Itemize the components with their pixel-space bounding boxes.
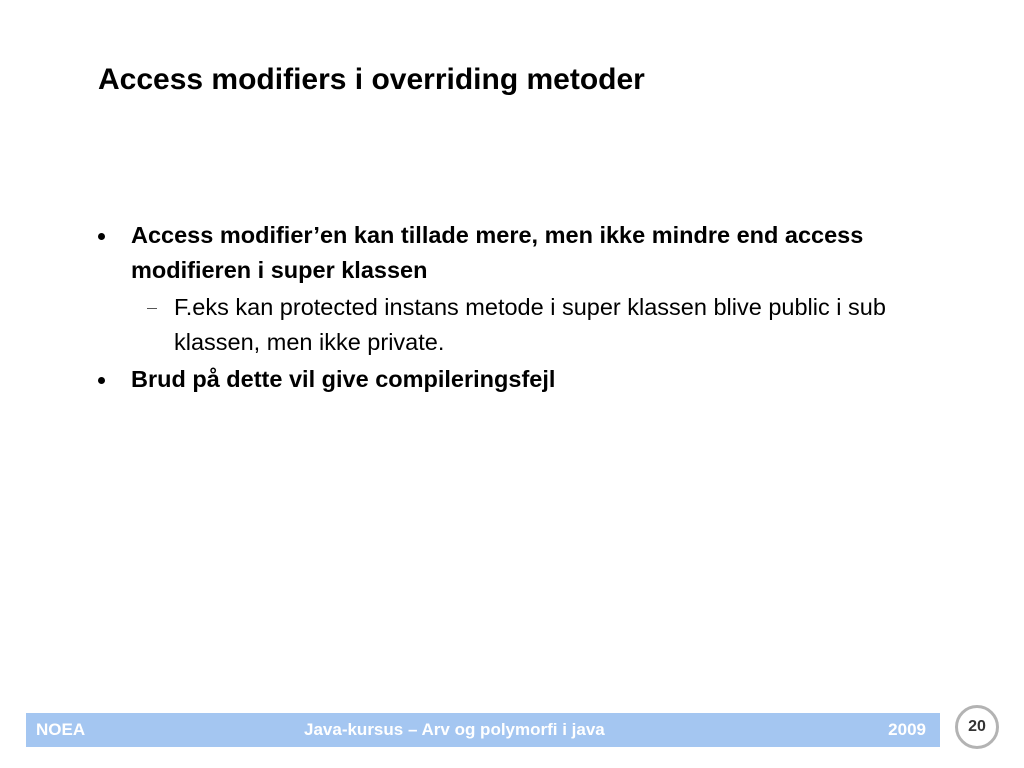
dash-icon [147, 308, 157, 309]
footer-course-title: Java-kursus – Arv og polymorfi i java [304, 720, 605, 739]
bullet-item [96, 362, 936, 397]
bullet-dot-icon [98, 377, 105, 384]
bullet-text: Brud på dette vil give compileringsfejl [131, 366, 556, 392]
bullet-text: Access modifier’en kan tillade mere, men ikke mindre end access modifieren i super klassen [131, 222, 864, 283]
footer-organization: NOEA [36, 720, 86, 739]
slide-title: Access modifiers i overriding metoder [98, 63, 645, 96]
bullet-dot-icon [98, 233, 105, 240]
footer-bar [26, 713, 940, 747]
subbullet-text: F.eks kan protected instans metode i super klassen blive public i sub klassen, men ikke private. [174, 294, 886, 355]
subbullet-item [96, 290, 936, 360]
bullet-item [96, 218, 936, 288]
slide-content [96, 218, 936, 399]
footer-year: 2009 [888, 720, 926, 739]
page-number-badge: 20 [955, 705, 999, 749]
